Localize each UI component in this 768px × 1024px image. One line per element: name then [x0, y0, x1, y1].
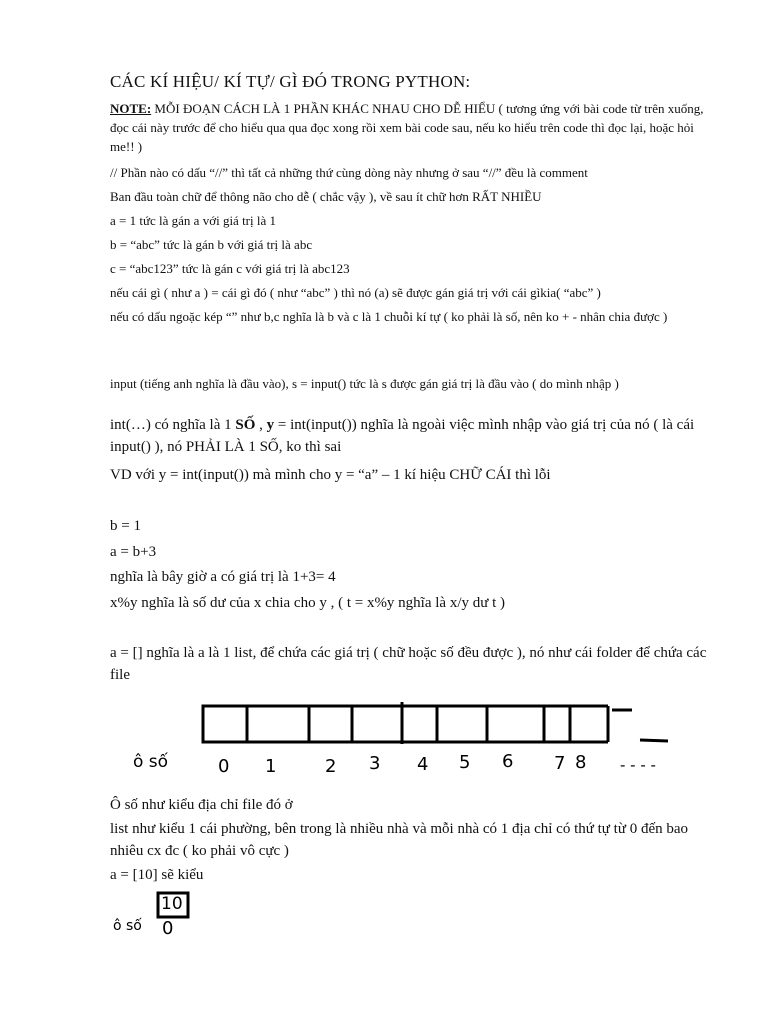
- ward-paragraph: list như kiểu 1 cái phường, bên trong là nhiều nhà và mỗi nhà có 1 địa chỉ có thứ tự từ 0 đến bao nhiêu cx đc ( ko phải vô cực ): [110, 821, 689, 859]
- int-y: y: [266, 417, 275, 433]
- index-7: 7: [554, 753, 566, 774]
- list-boxes-drawing: [203, 702, 668, 744]
- index-2: 2: [325, 756, 337, 777]
- assign-a-line: a = 1 tức là gán a với giá trị là 1: [110, 213, 277, 228]
- oso-label-1: ô số: [133, 752, 169, 772]
- page-title: CÁC KÍ HIỆU/ KÍ TỰ/ GÌ ĐÓ TRONG PYTHON:: [110, 72, 471, 91]
- index-0: 0: [218, 756, 230, 777]
- note-text: MỖI ĐOẠN CÁCH LÀ 1 PHẦN KHÁC NHAU CHO DỄ HIỂU ( tương ứng với bài code từ trên xuống, đọc cái này trước để cho hiểu qua qua đọc xong rồi xem bài code sau, nếu ko hiểu trên code thì đọc lại, hoặc hỏi me!! ): [110, 101, 704, 154]
- a10-line: a = [10] sẽ kiểu: [110, 867, 204, 883]
- list-paragraph: a = [] nghĩa là a là 1 list, để chứa các giá trị ( chữ hoặc số đều được ), nó như cái folder để chứa các file: [110, 645, 707, 683]
- b-equals-1-line: b = 1: [110, 518, 141, 534]
- cell-value: 10: [161, 894, 183, 914]
- vd-line: VD với y = int(input()) mà mình cho y = “a” – 1 kí hiệu CHỮ CÁI thì lỗi: [110, 467, 551, 483]
- assign-explain-line: nếu cái gì ( như a ) = cái gì đó ( như “abc” ) thì nó (a) sẽ được gán giá trị với cái gìkia( “abc” ): [110, 285, 601, 300]
- index-6: 6: [502, 751, 514, 772]
- note-label: NOTE:: [110, 101, 152, 116]
- index-8: 8: [575, 752, 587, 773]
- modulo-line: x%y nghĩa là số dư của x chia cho y , ( t = x%y nghĩa là x/y dư t ): [110, 595, 506, 611]
- assign-c-line: c = “abc123” tức là gán c với giá trị là abc123: [110, 261, 350, 276]
- input-paragraph: input (tiếng anh nghĩa là đầu vào), s = input() tức là s được gán giá trị là đầu vào ( do mình nhập ): [110, 376, 619, 391]
- assign-b-line: b = “abc” tức là gán b với giá trị là abc: [110, 237, 313, 252]
- comment-line: // Phần nào có dấu “//” thì tất cả những thứ cùng dòng này nhưng ở sau “//” đều là comment: [110, 165, 588, 180]
- index-5: 5: [459, 752, 471, 773]
- ellipsis-dashes: - - - -: [620, 756, 656, 774]
- dash-mark: [640, 740, 668, 741]
- int-so: SỐ: [235, 417, 256, 433]
- list-boxes-outline: [203, 706, 608, 742]
- index-1: 1: [265, 756, 277, 777]
- oso-explain-line: Ô số như kiểu địa chỉ file đó ở: [110, 797, 293, 813]
- meaning-line: nghĩa là bây giờ a có giá trị là 1+3= 4: [110, 569, 336, 585]
- cell-index: 0: [162, 918, 174, 939]
- int-text-a: int(…) có nghĩa là 1: [110, 417, 236, 433]
- index-4: 4: [417, 754, 429, 775]
- int-text-b: ,: [255, 417, 267, 433]
- oso-label-2: ô số: [113, 918, 142, 934]
- int-text-c: = int(input()) nghĩa là ngoài việc mình nhập vào giá trị của nó ( là cái input() ), nó PHẢI LÀ 1 SỐ, ko thì sai: [110, 417, 695, 455]
- a-equals-b3-line: a = b+3: [110, 544, 157, 560]
- index-3: 3: [369, 753, 381, 774]
- quotes-paragraph: nếu có dấu ngoặc kép “” như b,c nghĩa là b và c là 1 chuỗi kí tự ( ko phải là số, nên ko + - nhân chia được ): [110, 309, 668, 324]
- intro-line: Ban đầu toàn chữ để thông não cho dễ ( chắc vậy ), về sau ít chữ hơn RẤT NHIỀU: [110, 189, 542, 204]
